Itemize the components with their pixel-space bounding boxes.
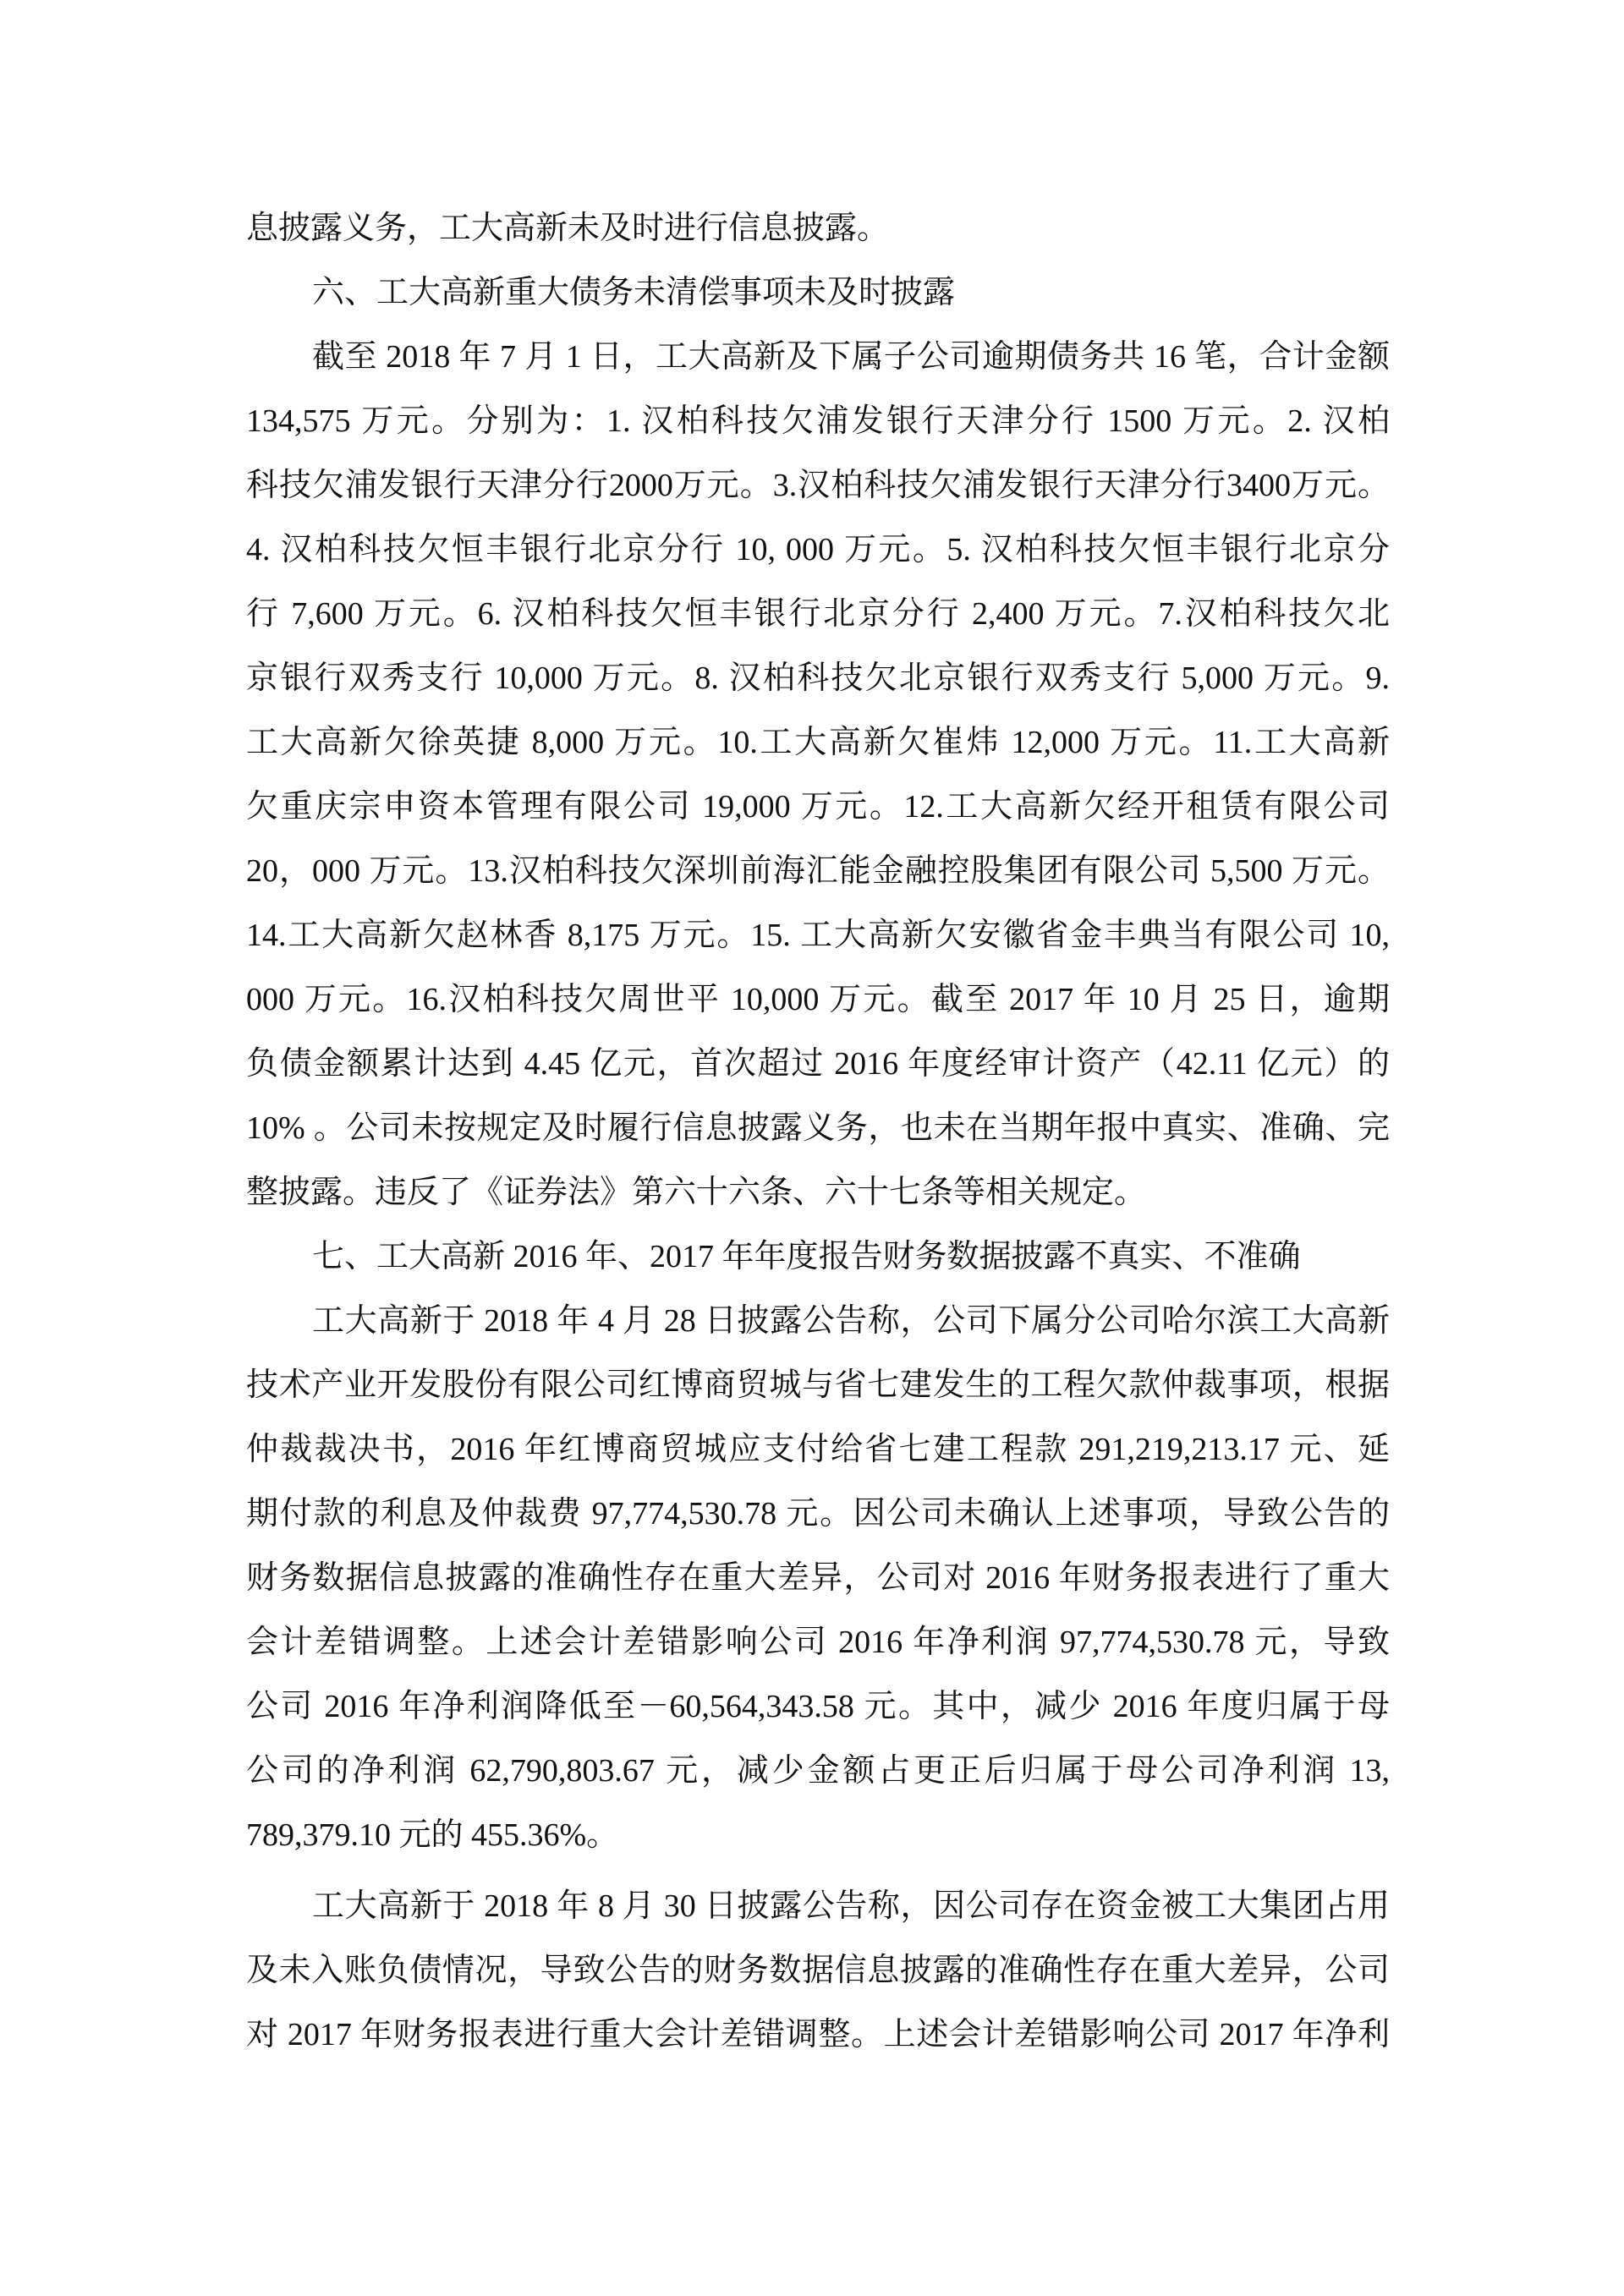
text-line: 期付款的利息及仲裁费 97,774,530.78 元。因公司未确认上述事项，导致公告的 xyxy=(246,1496,1390,1532)
body-paragraph xyxy=(246,1874,1390,2067)
text-line: 科技欠浦发银行天津分行2000万元。3.汉柏科技欠浦发银行天津分行3400万元。 xyxy=(246,468,1390,503)
heading-text: 七、工大高新 2016 年、2017 年年度报告财务数据披露不真实、不准确 xyxy=(312,1239,1301,1274)
text-line: 14.工大高新欠赵林香 8,175 万元。15. 工大高新欠安徽省金丰典当有限公司 10, xyxy=(246,918,1390,953)
section-heading xyxy=(246,1225,1390,1289)
text-line: 20，000 万元。13.汉柏科技欠深圳前海汇能金融控股集团有限公司 5,500 万元。 xyxy=(246,853,1390,889)
text-line: 4. 汉柏科技欠恒丰银行北京分行 10, 000 万元。5. 汉柏科技欠恒丰银行北京分 xyxy=(246,532,1390,567)
text-line: 134,575 万元。分别为：1. 汉柏科技欠浦发银行天津分行 1500 万元。2. 汉柏 xyxy=(246,403,1390,439)
text-line: 工大高新于 2018 年 4 月 28 日披露公告称，公司下属分公司哈尔滨工大高新 xyxy=(312,1303,1390,1339)
document-page xyxy=(246,196,1390,2067)
body-paragraph xyxy=(246,196,1390,260)
body-paragraph xyxy=(246,1289,1390,1867)
text-line: 789,379.10 元的 455.36%。 xyxy=(246,1817,619,1853)
text-line: 整披露。违反了《证券法》第六十六条、六十七条等相关规定。 xyxy=(246,1175,1147,1210)
text-line: 工大高新于 2018 年 8 月 30 日披露公告称，因公司存在资金被工大集团占用 xyxy=(312,1888,1390,1924)
text-line: 对 2017 年财务报表进行重大会计差错调整。上述会计差错影响公司 2017 年净利 xyxy=(246,2017,1390,2052)
text-line: 截至 2018 年 7 月 1 日，工大高新及下属子公司逾期债务共 16 笔，合计金额 xyxy=(312,339,1390,375)
text-line: 000 万元。16.汉柏科技欠周世平 10,000 万元。截至 2017 年 10 月 25 日，逾期 xyxy=(246,982,1390,1017)
text-line: 仲裁裁决书，2016 年红博商贸城应支付给省七建工程款 291,219,213.17 元、延 xyxy=(246,1432,1390,1467)
text-line: 财务数据信息披露的准确性存在重大差异，公司对 2016 年财务报表进行了重大 xyxy=(246,1560,1390,1596)
text-line: 京银行双秀支行 10,000 万元。8. 汉柏科技欠北京银行双秀支行 5,000 万元。9. xyxy=(246,660,1390,696)
body-paragraph xyxy=(246,325,1390,1225)
text-line: 公司 2016 年净利润降低至－60,564,343.58 元。其中，减少 2016 年度归属于母 xyxy=(246,1689,1390,1724)
text-line: 及未入账负债情况，导致公告的财务数据信息披露的准确性存在重大差异，公司 xyxy=(246,1953,1390,1988)
section-heading xyxy=(246,260,1390,325)
text-line: 息披露义务，工大高新未及时进行信息披露。 xyxy=(246,211,890,246)
text-line: 负债金额累计达到 4.45 亿元，首次超过 2016 年度经审计资产（42.11 亿元）的 xyxy=(246,1046,1390,1082)
text-line: 行 7,600 万元。6. 汉柏科技欠恒丰银行北京分行 2,400 万元。7.汉柏科技欠北 xyxy=(246,596,1390,632)
text-line: 会计差错调整。上述会计差错影响公司 2016 年净利润 97,774,530.78 元，导致 xyxy=(246,1625,1390,1660)
text-line: 技术产业开发股份有限公司红博商贸城与省七建发生的工程欠款仲裁事项，根据 xyxy=(246,1367,1390,1403)
heading-text: 六、工大高新重大债务未清偿事项未及时披露 xyxy=(312,275,956,310)
text-line: 工大高新欠徐英捷 8,000 万元。10.工大高新欠崔炜 12,000 万元。11.工大高新 xyxy=(246,725,1390,760)
text-line: 10% 。公司未按规定及时履行信息披露义务，也未在当期年报中真实、准确、完 xyxy=(246,1110,1390,1146)
text-line: 欠重庆宗申资本管理有限公司 19,000 万元。12.工大高新欠经开租赁有限公司 xyxy=(246,789,1390,825)
text-line: 公司的净利润 62,790,803.67 元，减少金额占更正后归属于母公司净利润 13, xyxy=(246,1753,1390,1789)
